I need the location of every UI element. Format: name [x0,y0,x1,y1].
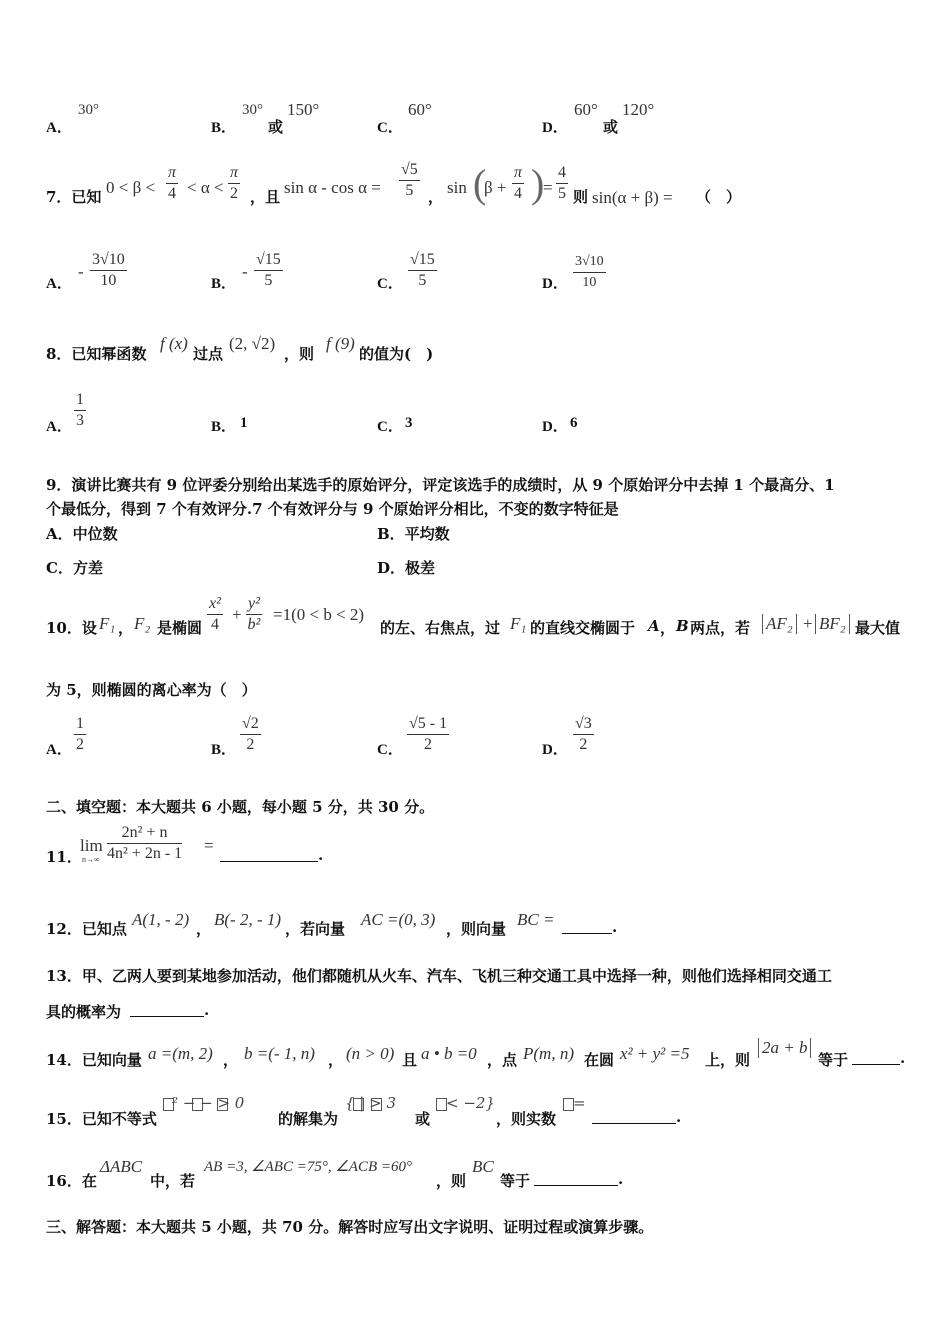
q7-frac-4-5: $\frac{4}{5}$ [558,164,566,202]
q14-vector-b: b =(- 1, n) [244,1044,315,1063]
q7-paren-close: ) [531,161,545,206]
q10-line-2: 为 5，则椭圆的离心率为（ ） [46,681,257,699]
q14-vector-a: a =(m, 2) [148,1044,213,1063]
q10-desc: 的左、右焦点，过 [380,619,501,637]
q14-comma-2: ， [328,1051,344,1069]
q11-answer-blank[interactable] [220,846,318,866]
q14-dot: a • b =0 [421,1044,477,1063]
q10-option-c-label: C． [377,742,403,758]
q14-on-2: 上，则 [705,1051,751,1069]
q8-option-b: 1 [240,415,248,431]
q12-point-b: B(- 2, - 1) [214,910,282,929]
q14-comma: ， [223,1051,239,1069]
q14-answer-blank[interactable] [852,1049,900,1069]
q10-plus-2: + [803,614,813,633]
q6-option-d-1: 60° [574,100,598,119]
q10-option-d-frac: $\frac{√3}{2}$ [575,715,592,753]
q15-prefix: 15．已知不等式 [46,1110,157,1128]
q7-option-c-label: C． [377,276,403,292]
q7-cond-b: < α < [187,178,224,197]
q16-condition: AB =3, ∠ABC =75°, ∠ACB =60° [204,1159,412,1175]
q9-line-1: 9．演讲比赛共有 9 位评委分别给出某选手的原始评分，评定该选手的成绩时，从 9 个原始评分中去掉 1 个最高分、1 [46,476,835,494]
q8-point: (2, √2) [229,334,276,353]
q7-and: ，且 [250,188,281,206]
q15-inequality: ² − − > 0 [163,1094,228,1112]
q10-frac-x2-4: $\frac{\text{x²}}{4}$ [209,595,221,633]
q7-frac-pi-4: $\frac{\pi}{4}$ [168,164,177,202]
q8-fx: f (x) [160,334,188,353]
q7-option-a-sign: - [78,262,84,281]
q8-ask: 的值为( ) [359,345,434,363]
q9-option-a: A．中位数 [46,525,118,543]
q16-triangle: ΔABC [100,1157,143,1176]
q10-plus: + [232,605,242,624]
q14-circle: x² + y² =5 [620,1044,690,1063]
q7-option-d-label: D． [542,276,568,292]
q10-option-a-label: A． [46,742,72,758]
q16-eq: 等于 [500,1172,531,1190]
q7-option-b-sign: - [242,262,248,281]
q7-then: 则 [573,188,589,206]
q7-sin-minus-cos: sin α - cos α = [284,178,381,197]
q6-option-b-label: B． [211,120,237,136]
q7-option-a-label: A． [46,276,72,292]
q7-frac-sqrt5-5: $\frac{√5}{5}$ [401,161,418,199]
q7-comma: ， [428,188,444,206]
q11-prefix: 11． [46,848,82,866]
q10-option-c-frac: $\frac{√5 - 1}{2}$ [409,715,448,753]
q10-condition: =1(0 < b < 2) [273,605,365,624]
q7-cond-a: 0 < β < [106,178,156,197]
q12-comma: ， [196,920,212,938]
q14-end: . [900,1049,906,1067]
q12-then: ，则向量 [446,920,507,938]
q7-option-d-frac: $\frac{3√10}{10}$ [575,254,604,290]
q8-option-d-label: D． [542,419,568,435]
q7-option-a-frac: $\frac{3√10}{10}$ [92,251,125,289]
q15-answer-blank[interactable] [592,1108,676,1128]
q7-paren-open: ( [473,161,487,206]
q6-option-c: 60° [408,100,432,119]
q12-bc: BC = [517,910,555,929]
q7-option-b-label: B． [211,276,237,292]
q13-end: . [204,1001,210,1019]
q14-eq: 等于 [818,1051,849,1069]
q7-frac-pi-4-b: $\frac{\pi}{4}$ [514,164,523,202]
q9-line-2: 个最低分，得到 7 个有效评分.7 个有效评分与 9 个原始评分相比，不变的数字特征是 [46,500,619,518]
section-3-heading: 三、解答题：本大题共 5 小题，共 70 分。解答时应写出文字说明、证明过程或演算步骤。 [46,1218,654,1236]
q15-set-2: < −2} [436,1094,447,1112]
q12-answer-blank[interactable] [562,918,612,938]
q15-end: . [676,1108,682,1126]
q8-option-c-label: C． [377,419,403,435]
q10-f2: F₂ [134,614,151,633]
q7-answer-paren: （ ） [696,188,742,206]
q15-var: = [563,1094,574,1112]
q15-sol: 的解集为 [278,1110,339,1128]
q7-target: sin(α + β) = [592,188,673,207]
q6-option-a-label: A． [46,120,72,136]
q10-frac-y2-b2: $\frac{\text{y²}}{\text{b²}}$ [247,595,261,633]
q16-then: ，则 [436,1172,467,1190]
q6-option-d-or: 或 [603,118,619,136]
q14-modulus: 2a + b [758,1038,811,1058]
q10-sep: ， [660,619,676,637]
q6-option-a: 30° [78,102,99,118]
q11-fraction: $\frac{\text{2n² + n}}{\text{4n² + 2n - 1}}$ [107,824,183,862]
q12-vec: ，若向量 [285,920,346,938]
q16-answer-blank[interactable] [534,1170,618,1190]
q10-option-d-label: D． [542,742,568,758]
q7-option-b-frac: $\frac{√15}{5}$ [256,251,281,289]
q9-option-b: B．平均数 [377,525,450,543]
q10-desc-3: 两点，若 [690,619,751,637]
q8-option-b-label: B． [211,419,237,435]
q15-set-1: { | > 3 [345,1094,397,1112]
q8-pass: 过点 [193,345,224,363]
q10-max: 最大值 [855,619,901,637]
q10-abs-af2: AF₂ [762,614,797,634]
q13-line-2: 具的概率为 [46,1003,122,1021]
q7-beta-plus: β + [484,178,507,197]
q10-point-b: B [676,617,689,635]
q10-desc-2: 的直线交椭圆于 [530,619,636,637]
q10-prefix: 10．设 [46,619,97,637]
q6-option-b-or: 或 [268,118,284,136]
q8-option-a-frac: $\frac{1}{3}$ [76,391,84,429]
q6-option-b-1: 30° [242,102,263,118]
q6-option-d-2: 120° [622,100,655,119]
q10-option-b-label: B． [211,742,237,758]
q14-point-p: P(m, n) [523,1044,574,1063]
q14-on: 在圆 [584,1051,615,1069]
q7-option-c-frac: $\frac{√15}{5}$ [410,251,435,289]
q13-answer-blank[interactable] [130,1001,204,1021]
q8-f9: f (9) [326,334,355,353]
q14-cond: (n > 0) [346,1044,395,1063]
q16-end: . [618,1170,624,1188]
q10-point-a: A [648,617,660,635]
q11-eq: = [204,836,214,855]
q10-comma: ， [118,619,134,637]
q14-prefix: 14．已知向量 [46,1051,142,1069]
q9-option-c: C．方差 [46,559,103,577]
q8-prefix: 8．已知幂函数 [46,345,147,363]
q14-and: 且 [402,1051,418,1069]
q10-is-ellipse: 是椭圆 [157,619,203,637]
q8-option-d: 6 [570,415,578,431]
q16-bc: BC [472,1157,494,1176]
q9-option-d: D．极差 [377,559,436,577]
q7-prefix: 7．已知 [46,188,102,206]
q10-option-b-frac: $\frac{√2}{2}$ [242,715,259,753]
q16-mid: 中，若 [150,1172,196,1190]
q8-then: ，则 [284,345,315,363]
q12-ac: AC =(0, 3) [361,910,436,929]
q12-point-a: A(1, - 2) [132,910,190,929]
q6-option-c-label: C． [377,120,403,136]
q11-lim-sub: n→∞ [82,855,100,864]
q11-lim: lim [80,836,103,855]
q7-eq: = [543,178,553,197]
section-2-heading: 二、填空题：本大题共 6 小题，每小题 5 分，共 30 分。 [46,798,435,816]
q7-sin: sin [447,178,467,197]
q11-end: . [318,846,324,864]
q14-point-label: ，点 [487,1051,518,1069]
q10-option-a-frac: $\frac{1}{2}$ [76,715,84,753]
q15-then: ，则实数 [496,1110,557,1128]
q8-option-a-label: A． [46,419,72,435]
q7-frac-pi-2: $\frac{\pi}{2}$ [230,164,239,202]
q12-prefix: 12．已知点 [46,920,127,938]
q12-end: . [612,918,618,936]
q6-option-d-label: D． [542,120,568,136]
q10-f1-b: F₁ [510,614,527,633]
q16-prefix: 16．在 [46,1172,97,1190]
q10-f1: F₁ [99,614,116,633]
q10-abs-bf2: BF₂ [815,614,850,634]
q6-option-b-2: 150° [287,100,320,119]
q15-or: 或 [415,1110,431,1128]
q13-line-1: 13．甲、乙两人要到某地参加活动，他们都随机从火车、汽车、飞机三种交通工具中选择一种，则他们选择相同交通工 [46,967,832,985]
q8-option-c: 3 [405,415,413,431]
